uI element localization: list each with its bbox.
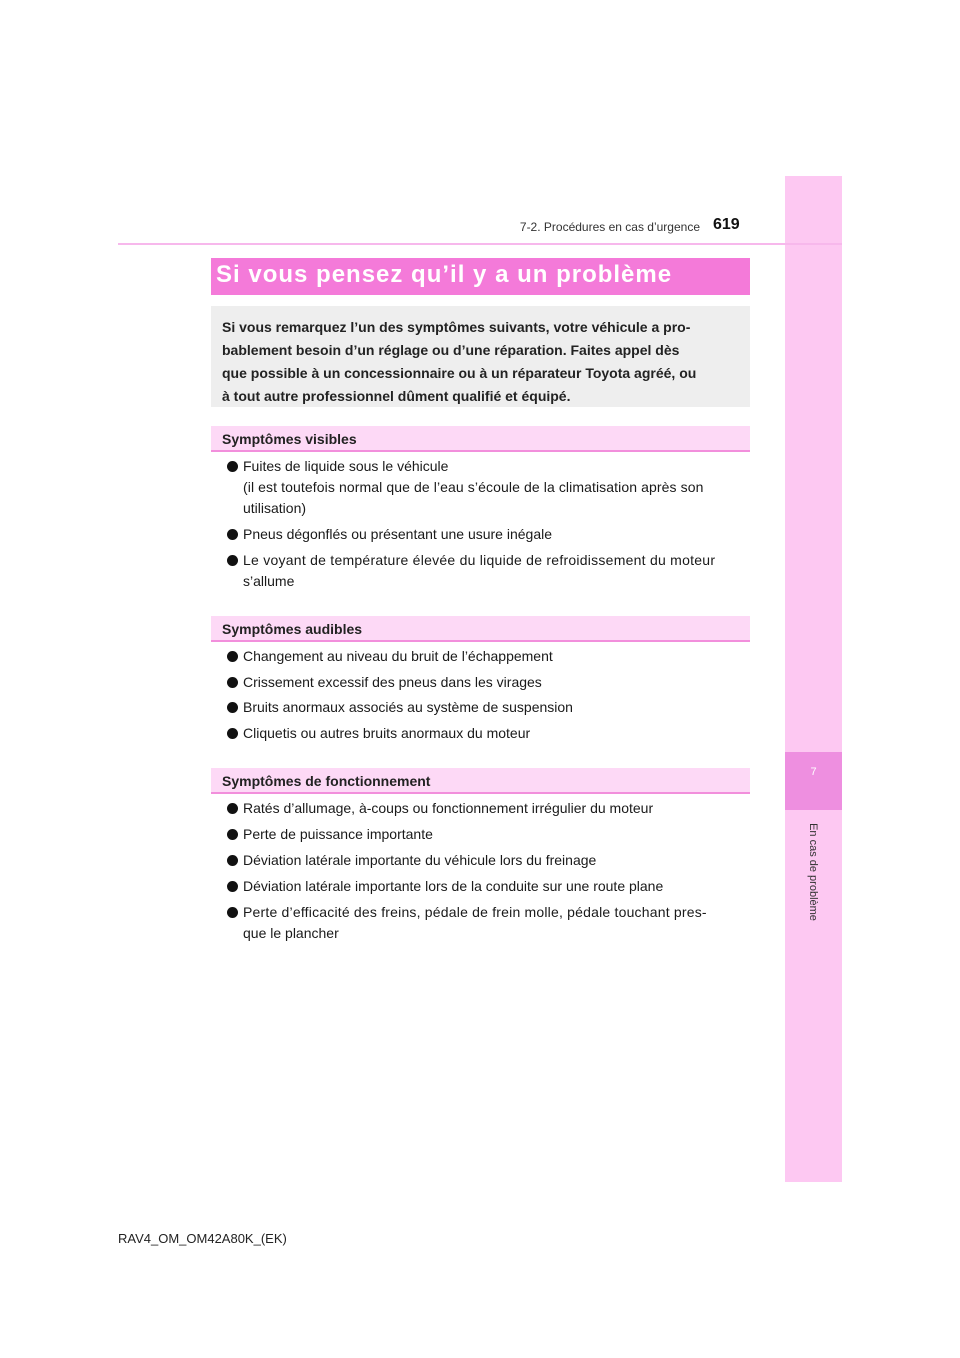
- bullet-icon: [227, 461, 238, 472]
- list-item: Crissement excessif des pneus dans les virages: [243, 674, 542, 690]
- list-item: Changement au niveau du bruit de l’échappement: [243, 648, 553, 664]
- list-item: Perte de puissance importante: [243, 826, 433, 842]
- subheading-operation: Symptômes de fonctionnement: [222, 773, 431, 789]
- list-item: Fuites de liquide sous le véhicule (il est toutefois normal que de l’eau s’écoule de la climatisation après son utilisation): [243, 458, 704, 516]
- chapter-number-tab: [785, 752, 842, 810]
- bullet-icon: [227, 881, 238, 892]
- bullet-icon: [227, 555, 238, 566]
- subheading-visible: Symptômes visibles: [222, 431, 357, 447]
- list-item: Déviation latérale importante du véhicule lors du freinage: [243, 852, 597, 868]
- bullet-icon: [227, 529, 238, 540]
- bullet-icon: [227, 702, 238, 713]
- page-title: Si vous pensez qu’il y a un problème: [216, 261, 673, 288]
- list-item: Pneus dégonflés ou présentant une usure inégale: [243, 526, 553, 542]
- list-item: Ratés d’allumage, à-coups ou fonctionnement irrégulier du moteur: [243, 800, 654, 816]
- subheading-audible: Symptômes audibles: [222, 621, 363, 637]
- list-item: Bruits anormaux associés au système de suspension: [243, 699, 573, 715]
- bullet-icon: [227, 907, 238, 918]
- chapter-label: En cas de problème: [807, 823, 819, 921]
- intro-line: Si vous remarquez l’un des symptômes suivants, votre véhicule a pro-: [222, 319, 691, 335]
- section-header: 7-2. Procédures en cas d’urgence: [519, 220, 700, 234]
- intro-line: à tout autre professionnel dûment qualifié et équipé.: [222, 388, 571, 404]
- document-code: RAV4_OM_OM42A80K_(EK): [118, 1231, 287, 1246]
- chapter-side-tab: [785, 176, 842, 1182]
- chapter-number: 7: [810, 766, 817, 778]
- bullet-icon: [227, 677, 238, 688]
- bullet-icon: [227, 651, 238, 662]
- bullet-icon: [227, 728, 238, 739]
- list-item: Perte d’efficacité des freins, pédale de frein molle, pédale touchant pres- que le plancher: [243, 904, 707, 941]
- intro-text: [222, 316, 740, 408]
- intro-line: que possible à un concessionnaire ou à un réparateur Toyota agréé, ou: [222, 365, 697, 381]
- list-item: Le voyant de température élevée du liquide de refroidissement du moteur s’allume: [243, 552, 716, 589]
- bullet-icon: [227, 829, 238, 840]
- list-item: Déviation latérale importante lors de la conduite sur une route plane: [243, 878, 664, 894]
- header-divider: [118, 243, 842, 245]
- intro-line: bablement besoin d’un réglage ou d’une réparation. Faites appel dès: [222, 342, 680, 358]
- page-number: 619: [713, 216, 740, 233]
- bullet-icon: [227, 855, 238, 866]
- bullet-icon: [227, 803, 238, 814]
- list-item: Cliquetis ou autres bruits anormaux du moteur: [243, 725, 531, 741]
